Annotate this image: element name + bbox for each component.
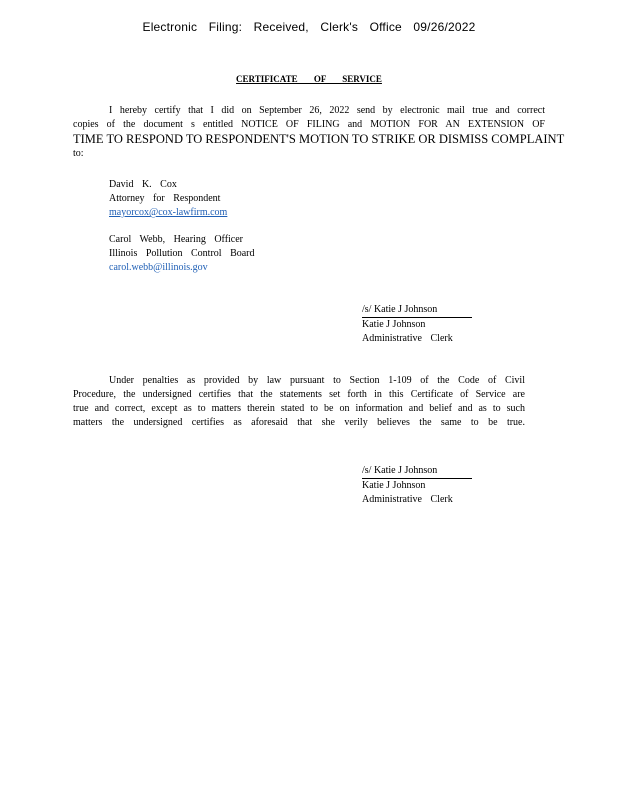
filing-stamp-header: Electronic Filing: Received, Clerk's Office 09/26/2022 [142,20,476,34]
penalties-line-1: Under penalties as provided by law pursuant to Section 1-109 of the Code of Civil [109,375,525,386]
signature-block-1 [362,303,472,346]
certification-line-1: I hereby certify that I did on September 26, 2022 send by electronic mail true and correct [109,105,545,116]
penalties-line-3: true and correct, except as to matters therein stated to be on information and belief and as to such [73,403,525,414]
signer-name: Katie J Johnson [362,480,426,491]
certification-line-2: copies of the document s entitled NOTICE OF FILING and MOTION FOR AN EXTENSION OF [73,119,545,130]
certification-paragraph [73,104,565,161]
penalties-line-4: matters the undersigned certifies as aforesaid that she verily believes the same to be true. [73,417,525,428]
certification-line-3: TIME TO RESPOND TO RESPONDENT'S MOTION TO STRIKE OR DISMISS COMPLAINT [73,132,565,146]
signature-line: /s/ Katie J Johnson [362,303,472,318]
penalties-line-2: Procedure, the undersigned certifies that the statements set forth in this Certificate of Service are [73,389,525,400]
recipient-role: Attorney for Respondent [109,193,221,204]
recipient-email-link[interactable]: mayorcox@cox-lawfirm.com [109,207,228,218]
recipient-name: David K. Cox [109,179,177,190]
signer-title: Administrative Clerk [362,333,453,344]
recipient-role: Illinois Pollution Control Board [109,248,255,259]
recipient-email-link[interactable]: carol.webb@illinois.gov [109,262,208,273]
signer-title: Administrative Clerk [362,494,453,505]
signature-block-2 [362,464,472,507]
signer-name: Katie J Johnson [362,319,426,330]
document-title [0,74,618,84]
certification-line-4: to: [73,148,84,159]
penalties-paragraph [73,374,525,430]
recipient-block-2 [109,233,255,275]
recipient-name: Carol Webb, Hearing Officer [109,234,244,245]
document-title-text: CERTIFICATE OF SERVICE [236,74,382,84]
signature-line: /s/ Katie J Johnson [362,464,472,479]
recipient-block-1 [109,178,227,220]
